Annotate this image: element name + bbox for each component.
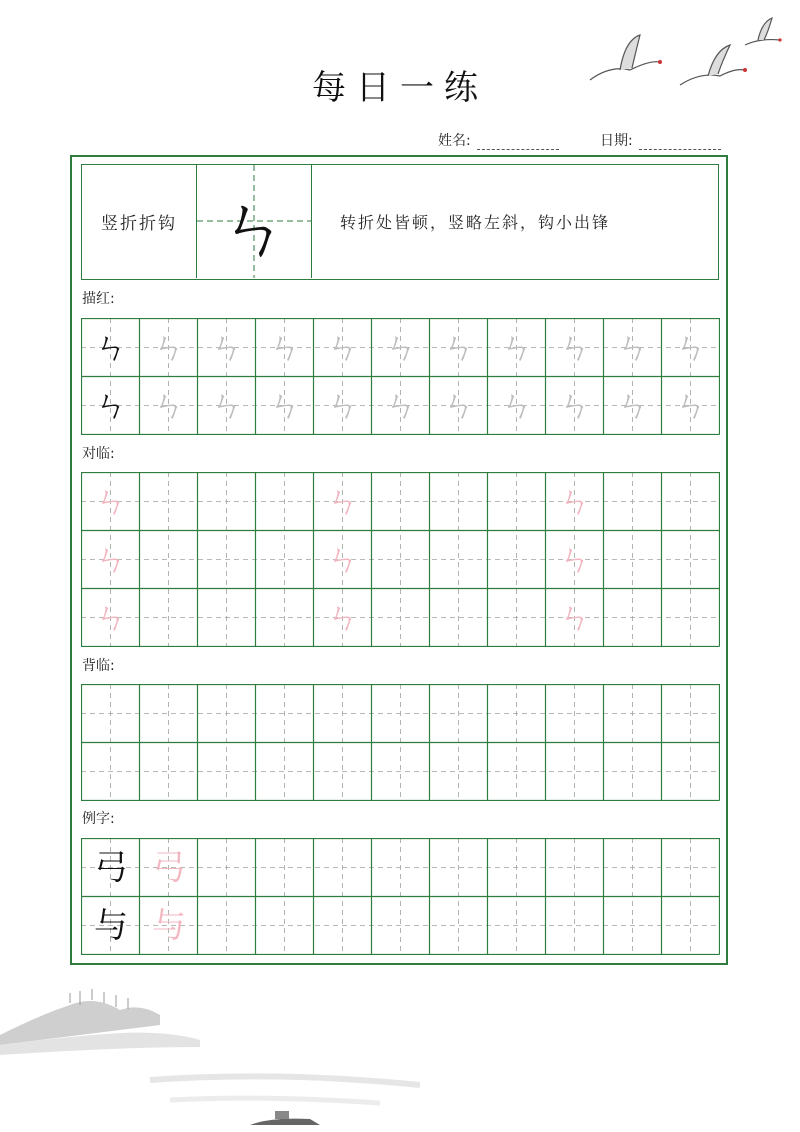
practice-cell[interactable]: [314, 743, 372, 801]
practice-cell[interactable]: ㄣ: [326, 482, 360, 522]
practice-cell[interactable]: ㄣ: [94, 386, 128, 426]
stroke-info-box: [81, 164, 719, 280]
practice-cell[interactable]: [140, 473, 198, 531]
practice-cell[interactable]: [140, 743, 198, 801]
practice-cell[interactable]: [604, 897, 662, 955]
practice-cell[interactable]: [546, 839, 604, 897]
practice-cell[interactable]: [372, 685, 430, 743]
practice-cell[interactable]: [198, 839, 256, 897]
practice-cell[interactable]: [604, 743, 662, 801]
name-label: 姓名:: [438, 133, 471, 149]
practice-cell[interactable]: ㄣ: [94, 482, 128, 522]
practice-cell[interactable]: ㄣ: [326, 386, 360, 426]
practice-cell[interactable]: ㄣ: [268, 386, 302, 426]
practice-cell[interactable]: [488, 839, 546, 897]
page-title: 每日一练: [312, 68, 488, 108]
practice-cell[interactable]: [430, 839, 488, 897]
practice-cell[interactable]: ㄣ: [210, 328, 244, 368]
practice-cell[interactable]: ㄣ: [384, 386, 418, 426]
name-field[interactable]: [438, 130, 559, 150]
practice-cell[interactable]: [662, 589, 720, 647]
practice-cell[interactable]: ㄣ: [94, 598, 128, 638]
practice-cell[interactable]: [314, 685, 372, 743]
practice-cell[interactable]: ㄣ: [674, 328, 708, 368]
practice-cell[interactable]: [198, 897, 256, 955]
practice-cell[interactable]: ㄣ: [558, 386, 592, 426]
practice-cell[interactable]: [198, 473, 256, 531]
practice-cell[interactable]: [430, 743, 488, 801]
practice-cell[interactable]: [604, 589, 662, 647]
practice-cell[interactable]: ㄣ: [500, 328, 534, 368]
practice-cell[interactable]: [372, 743, 430, 801]
practice-cell[interactable]: [488, 743, 546, 801]
stroke-description: 转折处皆顿，竖略左斜，钩小出锋: [340, 213, 611, 232]
practice-cell[interactable]: [604, 473, 662, 531]
practice-cell[interactable]: [256, 473, 314, 531]
practice-cell[interactable]: [662, 839, 720, 897]
practice-cell[interactable]: 弓: [152, 848, 186, 888]
practice-cell[interactable]: [546, 897, 604, 955]
trace-label: 描红:: [82, 291, 115, 307]
practice-cell[interactable]: ㄣ: [326, 540, 360, 580]
practice-cell[interactable]: [372, 839, 430, 897]
practice-cell[interactable]: ㄣ: [442, 386, 476, 426]
examples-label: 例字:: [82, 811, 115, 827]
stroke-glyph: ㄣ: [217, 185, 290, 270]
practice-cell[interactable]: [488, 897, 546, 955]
practice-cell[interactable]: ㄣ: [94, 328, 128, 368]
practice-cell[interactable]: [314, 897, 372, 955]
practice-cell[interactable]: ㄣ: [210, 386, 244, 426]
stroke-glyph-cell: [197, 165, 312, 278]
practice-cell[interactable]: ㄣ: [558, 482, 592, 522]
ink-landscape-icon: [0, 985, 420, 1132]
practice-cell[interactable]: 与: [94, 906, 128, 946]
practice-cell[interactable]: 弓: [94, 848, 128, 888]
practice-cell[interactable]: ㄣ: [326, 598, 360, 638]
practice-cell[interactable]: [662, 685, 720, 743]
practice-cell[interactable]: ㄣ: [384, 328, 418, 368]
practice-cell[interactable]: [488, 531, 546, 589]
practice-cell[interactable]: [82, 685, 140, 743]
practice-cell[interactable]: ㄣ: [674, 386, 708, 426]
practice-cell[interactable]: ㄣ: [442, 328, 476, 368]
practice-cell[interactable]: [140, 685, 198, 743]
practice-cell[interactable]: [662, 531, 720, 589]
practice-cell[interactable]: [256, 531, 314, 589]
practice-cell[interactable]: [662, 897, 720, 955]
practice-cell[interactable]: 与: [152, 906, 186, 946]
practice-cell[interactable]: [198, 685, 256, 743]
practice-cell[interactable]: ㄣ: [558, 540, 592, 580]
practice-cell[interactable]: [372, 897, 430, 955]
practice-cell[interactable]: ㄣ: [500, 386, 534, 426]
practice-cell[interactable]: [662, 473, 720, 531]
practice-cell[interactable]: [198, 531, 256, 589]
practice-cell[interactable]: [546, 743, 604, 801]
practice-cell[interactable]: [430, 589, 488, 647]
practice-cell[interactable]: [662, 743, 720, 801]
trace-grid[interactable]: [81, 318, 719, 434]
stroke-name: 竖折折钩: [82, 165, 197, 278]
practice-cell[interactable]: [372, 473, 430, 531]
date-field[interactable]: [600, 130, 721, 150]
practice-cell[interactable]: [430, 473, 488, 531]
practice-cell[interactable]: [140, 531, 198, 589]
practice-cell[interactable]: ㄣ: [94, 540, 128, 580]
crane-icon: [580, 10, 790, 100]
copy-grid[interactable]: [81, 472, 719, 646]
practice-cell[interactable]: [256, 685, 314, 743]
practice-cell[interactable]: [372, 531, 430, 589]
practice-cell[interactable]: [430, 897, 488, 955]
practice-cell[interactable]: [430, 685, 488, 743]
practice-cell[interactable]: [604, 685, 662, 743]
practice-cell[interactable]: ㄣ: [152, 328, 186, 368]
examples-grid[interactable]: [81, 838, 719, 954]
practice-cell[interactable]: [604, 839, 662, 897]
practice-cell[interactable]: [198, 589, 256, 647]
practice-cell[interactable]: [372, 589, 430, 647]
practice-cell[interactable]: [256, 897, 314, 955]
practice-cell[interactable]: [314, 839, 372, 897]
practice-cell[interactable]: ㄣ: [152, 386, 186, 426]
practice-cell[interactable]: ㄣ: [326, 328, 360, 368]
practice-cell[interactable]: ㄣ: [558, 328, 592, 368]
practice-cell[interactable]: [140, 589, 198, 647]
copy-label: 对临:: [82, 446, 115, 462]
practice-cell[interactable]: [488, 589, 546, 647]
practice-cell[interactable]: [546, 685, 604, 743]
practice-cell[interactable]: [82, 743, 140, 801]
recite-label: 背临:: [82, 658, 115, 674]
practice-cell[interactable]: [604, 531, 662, 589]
practice-cell[interactable]: [430, 531, 488, 589]
practice-cell[interactable]: [256, 589, 314, 647]
practice-cell[interactable]: [256, 839, 314, 897]
practice-cell[interactable]: [198, 743, 256, 801]
practice-cell[interactable]: ㄣ: [268, 328, 302, 368]
recite-grid[interactable]: [81, 684, 719, 800]
date-label: 日期:: [600, 133, 633, 149]
practice-cell[interactable]: [488, 473, 546, 531]
practice-cell[interactable]: [488, 685, 546, 743]
practice-cell[interactable]: ㄣ: [616, 328, 650, 368]
practice-cell[interactable]: ㄣ: [616, 386, 650, 426]
practice-cell[interactable]: [256, 743, 314, 801]
practice-cell[interactable]: ㄣ: [558, 598, 592, 638]
